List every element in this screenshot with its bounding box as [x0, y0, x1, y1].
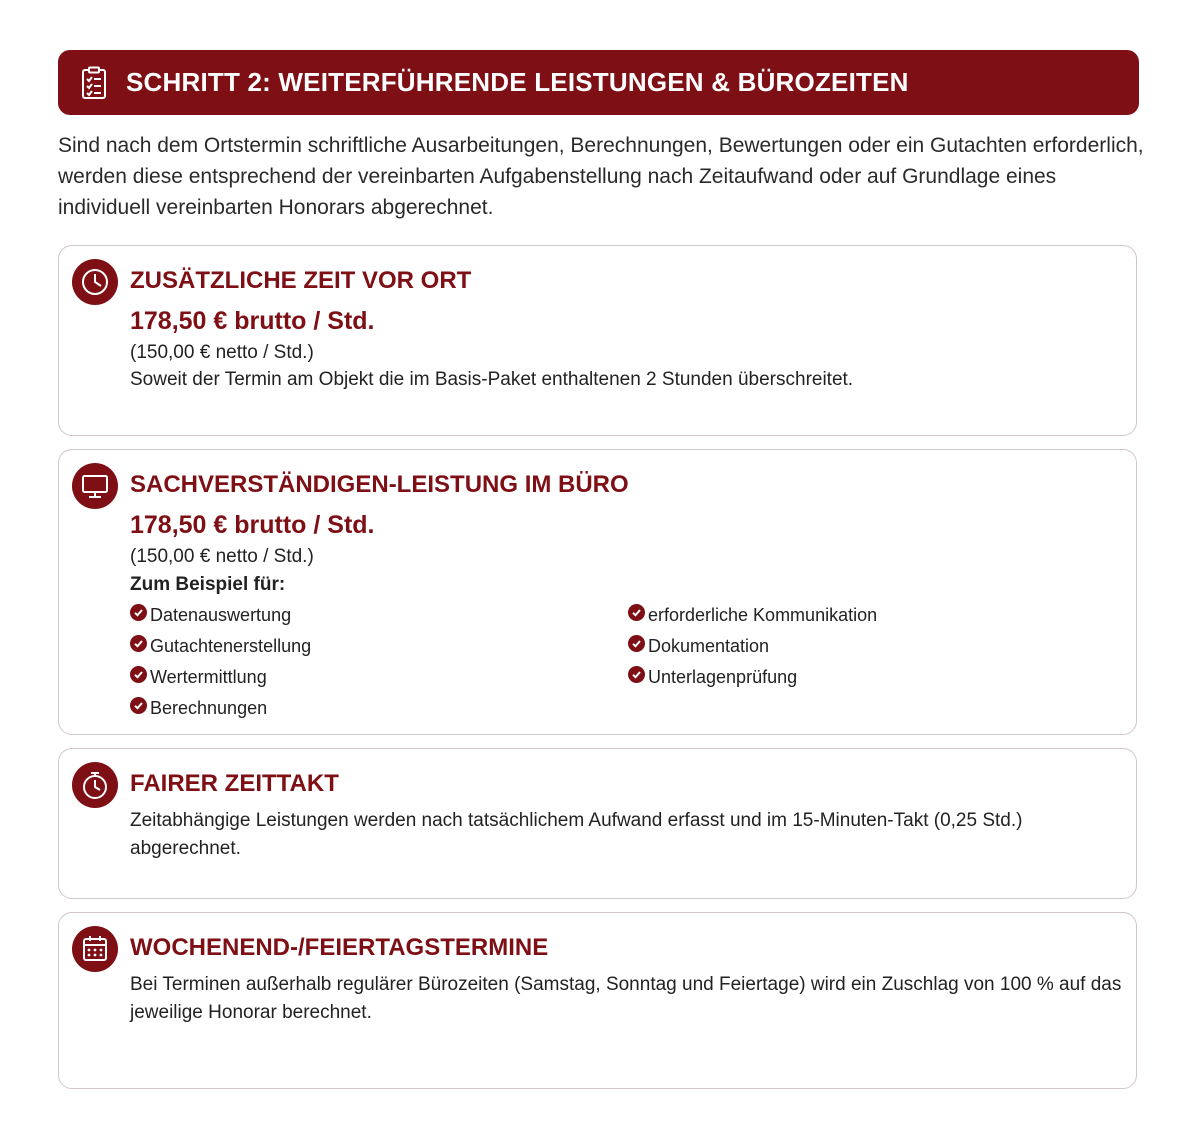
list-item-label: Unterlagenprüfung [648, 667, 798, 687]
list-item [130, 631, 628, 662]
card-description: Soweit der Termin am Objekt die im Basis-Paket enthaltenen 2 Stunden überschreitet. [130, 369, 854, 390]
list-item [628, 600, 1108, 631]
check-icon [130, 697, 147, 714]
list-item [130, 662, 628, 693]
list-item [628, 662, 1108, 693]
list-item [628, 631, 1108, 662]
list-item [130, 600, 628, 631]
clock-icon [72, 259, 118, 305]
card-title: SACHVERSTÄNDIGEN-LEISTUNG IM BÜRO [130, 471, 629, 498]
card-description: Bei Terminen außerhalb regulärer Bürozeiten (Samstag, Sonntag und Feiertage) wird ein Zuschlag von 100 % auf das jeweilige Honorar berechnet. [130, 974, 1122, 1023]
check-icon [130, 604, 147, 621]
card-net-price: (150,00 € netto / Std.) [130, 342, 314, 363]
list-item-label: Wertermittlung [150, 667, 267, 687]
calendar-icon [72, 926, 118, 972]
card-price: 178,50 € brutto / Std. [130, 511, 375, 539]
step-header [58, 50, 1139, 115]
card-body [130, 266, 1126, 394]
check-icon [628, 604, 645, 621]
clipboard-check-icon [80, 65, 108, 101]
step-title: SCHRITT 2: WEITERFÜHRENDE LEISTUNGEN & BÜROZEITEN [126, 67, 909, 97]
card-extra-time-on-site [58, 245, 1137, 436]
card-title: FAIRER ZEITTAKT [130, 770, 339, 797]
examples-column-left [130, 600, 628, 724]
list-item [130, 693, 628, 724]
list-item-label: Datenauswertung [150, 605, 292, 625]
card-title: ZUSÄTZLICHE ZEIT VOR ORT [130, 267, 472, 294]
intro-text: Sind nach dem Ortstermin schriftliche Ausarbeitungen, Berechnungen, Bewertungen oder ein Gutachten erforderlich, werden diese entsprechend der vereinbarten Aufgabenstellung nach Zeitaufwand oder auf Grundlage eines individuell vereinbarten Honorars abgerechnet. [58, 134, 1144, 219]
card-office-expert-service [58, 449, 1137, 735]
check-icon [130, 666, 147, 683]
card-body [130, 933, 1126, 1027]
check-icon [628, 666, 645, 683]
examples-list [130, 600, 1126, 724]
examples-column-right [628, 600, 1108, 724]
list-item-label: Berechnungen [150, 698, 268, 718]
check-icon [628, 635, 645, 652]
card-body [130, 470, 1126, 724]
monitor-icon [72, 463, 118, 509]
card-title: WOCHENEND-/FEIERTAGSTERMINE [130, 934, 549, 961]
card-weekend-holiday-appointments [58, 912, 1137, 1089]
card-description: Zeitabhängige Leistungen werden nach tatsächlichem Aufwand erfasst und im 15-Minuten-Takt (0,25 Std.) abgerechnet. [130, 810, 1023, 859]
card-price: 178,50 € brutto / Std. [130, 307, 375, 335]
stopwatch-icon [72, 762, 118, 808]
list-item-label: Gutachtenerstellung [150, 636, 312, 656]
list-item-label: erforderliche Kommunikation [648, 605, 878, 625]
card-net-price: (150,00 € netto / Std.) [130, 546, 314, 567]
check-icon [130, 635, 147, 652]
card-body [130, 769, 1126, 863]
list-item-label: Dokumentation [648, 636, 770, 656]
card-fair-time-increment [58, 748, 1137, 899]
examples-heading: Zum Beispiel für: [130, 574, 286, 595]
